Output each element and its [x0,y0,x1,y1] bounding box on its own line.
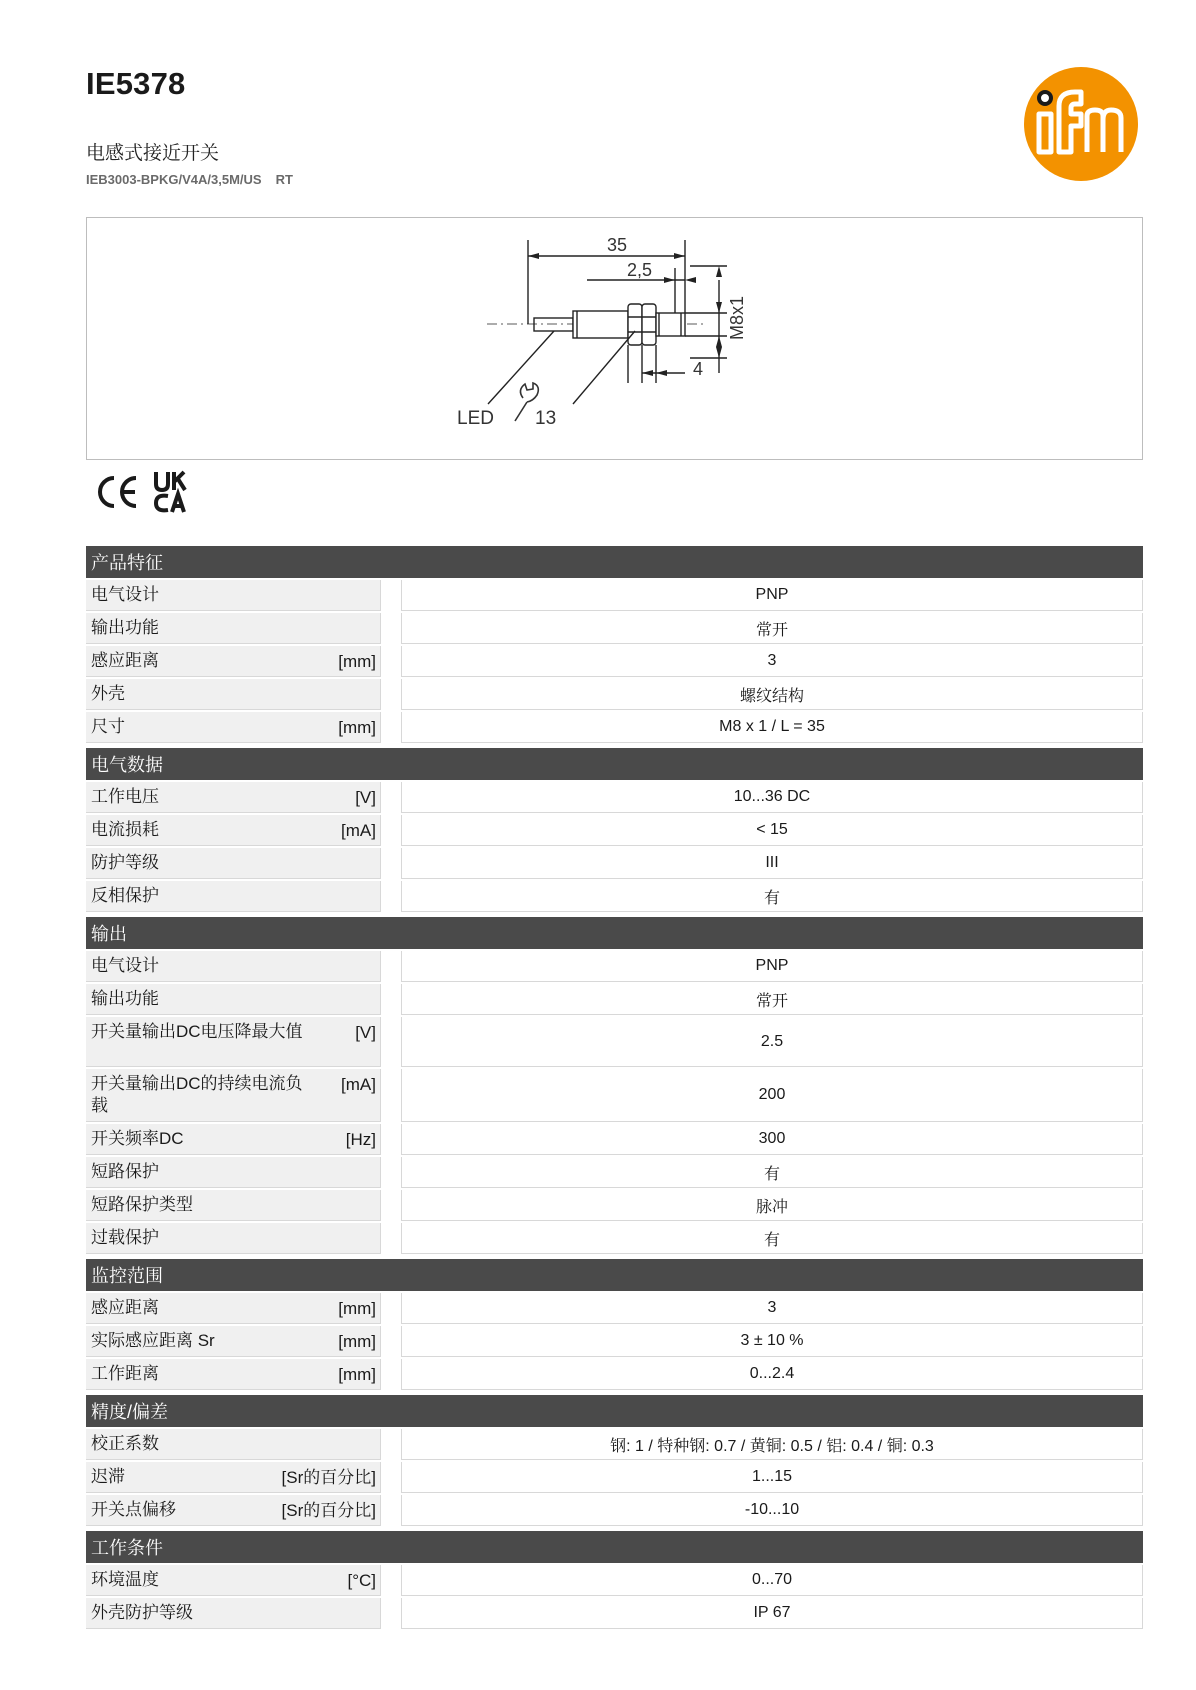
spec-label: 尺寸 [91,717,125,736]
spec-row [86,712,1143,743]
spec-row [86,1359,1143,1390]
spec-label: 感应距离 [91,1298,159,1317]
spec-value: 3 [401,646,1143,677]
product-subtitle: 电感式接近开关 [86,143,220,164]
spec-row [86,848,1143,879]
spec-label-cell [86,1429,381,1460]
order-code-value: IEB3003-BPKG/V4A/3,5M/US [86,172,262,187]
spec-value: 有 [401,1223,1143,1254]
ce-mark-icon [100,478,136,506]
spec-label: 反相保护 [91,886,159,905]
spec-value: 螺纹结构 [401,679,1143,710]
spec-row [86,984,1143,1015]
spec-label-cell [86,1598,381,1629]
spec-row [86,815,1143,846]
spec-label-cell [86,951,381,982]
spec-row [86,782,1143,813]
spec-unit: [mm] [338,1365,376,1384]
spec-label-cell [86,679,381,710]
spec-label: 输出功能 [91,989,159,1008]
spec-value: 10...36 DC [401,782,1143,813]
spec-label-cell [86,1495,381,1526]
section-header: 精度/偏差 [86,1395,1143,1427]
section-header: 输出 [86,917,1143,949]
spec-label-cell [86,1190,381,1221]
order-code [86,172,307,187]
spec-label: 校正系数 [91,1434,159,1453]
spec-row [86,1293,1143,1324]
spec-unit: [mA] [341,821,376,840]
spec-label: 开关频率DC [91,1129,184,1148]
spec-row [86,580,1143,611]
spec-row [86,1565,1143,1596]
dim-thread: M8x1 [727,295,747,340]
spec-value: PNP [401,580,1143,611]
spec-value: 300 [401,1124,1143,1155]
spec-unit: [Hz] [345,1130,376,1149]
spec-label: 短路保护类型 [91,1195,193,1214]
dim-nut: 4 [693,359,704,379]
section-header: 产品特征 [86,546,1143,578]
spec-label: 开关量输出DC的持续电流负载 [91,1074,303,1115]
section-header: 监控范围 [86,1259,1143,1291]
spec-value: 3 ± 10 % [401,1326,1143,1357]
spec-unit: [V] [355,1023,376,1042]
spec-row [86,679,1143,710]
spec-row [86,881,1143,912]
spec-unit: [mm] [338,1299,376,1318]
spec-value: 200 [401,1069,1143,1122]
spec-label-cell [86,646,381,677]
spec-label: 实际感应距离 Sr [91,1331,215,1350]
spec-label: 过载保护 [91,1228,159,1247]
spec-label: 感应距离 [91,651,159,670]
order-code-suffix: RT [275,172,293,187]
spec-row [86,1429,1143,1460]
spec-unit: [Sr的百分比] [281,1468,376,1487]
product-title: IE5378 [86,66,186,101]
spec-row [86,1462,1143,1493]
spec-label-cell [86,848,381,879]
section-header: 电气数据 [86,748,1143,780]
spec-label: 电气设计 [91,956,159,975]
spec-value: -10...10 [401,1495,1143,1526]
certification-marks [92,470,202,519]
spec-row [86,1190,1143,1221]
spec-label-cell [86,613,381,644]
spec-label: 开关量输出DC电压降最大值 [91,1022,303,1041]
spec-unit: [mm] [338,718,376,737]
dimension-drawing [86,217,1143,460]
spec-row [86,1157,1143,1188]
ifm-logo [1023,66,1139,182]
spec-label-cell [86,1017,381,1067]
spec-label-cell [86,881,381,912]
spec-unit: [mm] [338,1332,376,1351]
spec-value: 1...15 [401,1462,1143,1493]
spec-row [86,1223,1143,1254]
spec-row [86,613,1143,644]
spec-label-cell [86,712,381,743]
spec-value: IP 67 [401,1598,1143,1629]
spec-value: M8 x 1 / L = 35 [401,712,1143,743]
spec-label-cell [86,815,381,846]
spec-row [86,646,1143,677]
spec-value: 常开 [401,984,1143,1015]
spec-label: 环境温度 [91,1570,159,1589]
spec-row [86,1124,1143,1155]
spec-label: 短路保护 [91,1162,159,1181]
spec-row [86,1495,1143,1526]
spec-label: 外壳 [91,684,125,703]
spec-label-cell [86,782,381,813]
spec-label: 输出功能 [91,618,159,637]
spec-label: 外壳防护等级 [91,1603,193,1622]
spec-row [86,951,1143,982]
spec-value: 3 [401,1293,1143,1324]
spec-value: 脉冲 [401,1190,1143,1221]
spec-label: 电流损耗 [91,820,159,839]
spec-unit: [°C] [347,1571,376,1590]
spec-value: PNP [401,951,1143,982]
spec-row [86,1598,1143,1629]
spec-label-cell [86,1359,381,1390]
spec-value: 常开 [401,613,1143,644]
spec-label: 工作距离 [91,1364,159,1383]
spec-row [86,1017,1143,1067]
spec-value: 钢: 1 / 特种钢: 0.7 / 黄铜: 0.5 / 铝: 0.4 / 铜: 0.3 [401,1429,1143,1460]
section-header: 工作条件 [86,1531,1143,1563]
label-wrench: 13 [535,408,557,429]
spec-value: 0...70 [401,1565,1143,1596]
spec-unit: [mA] [341,1075,376,1094]
spec-unit: [V] [355,788,376,807]
spec-value: III [401,848,1143,879]
spec-unit: [mm] [338,652,376,671]
spec-label-cell [86,580,381,611]
spec-row [86,1326,1143,1357]
spec-label-cell [86,1223,381,1254]
spec-label: 电气设计 [91,585,159,604]
spec-label-cell [86,1565,381,1596]
spec-value: 0...2.4 [401,1359,1143,1390]
spec-tables [86,546,1143,1634]
spec-value: < 15 [401,815,1143,846]
dim-length: 35 [607,235,628,255]
spec-label: 防护等级 [91,853,159,872]
spec-value: 有 [401,881,1143,912]
spec-value: 2.5 [401,1017,1143,1067]
spec-label: 工作电压 [91,787,159,806]
spec-label-cell [86,1069,381,1122]
spec-row [86,1069,1143,1122]
dim-gap: 2,5 [627,260,653,280]
spec-label-cell [86,1293,381,1324]
spec-label-cell [86,1124,381,1155]
label-led: LED [457,408,494,429]
spec-label-cell [86,1462,381,1493]
ukca-mark-icon [156,472,185,512]
spec-label: 迟滞 [91,1467,125,1486]
spec-unit: [Sr的百分比] [281,1501,376,1520]
spec-label-cell [86,1326,381,1357]
spec-label-cell [86,1157,381,1188]
spec-label-cell [86,984,381,1015]
spec-label: 开关点偏移 [91,1500,176,1519]
spec-value: 有 [401,1157,1143,1188]
